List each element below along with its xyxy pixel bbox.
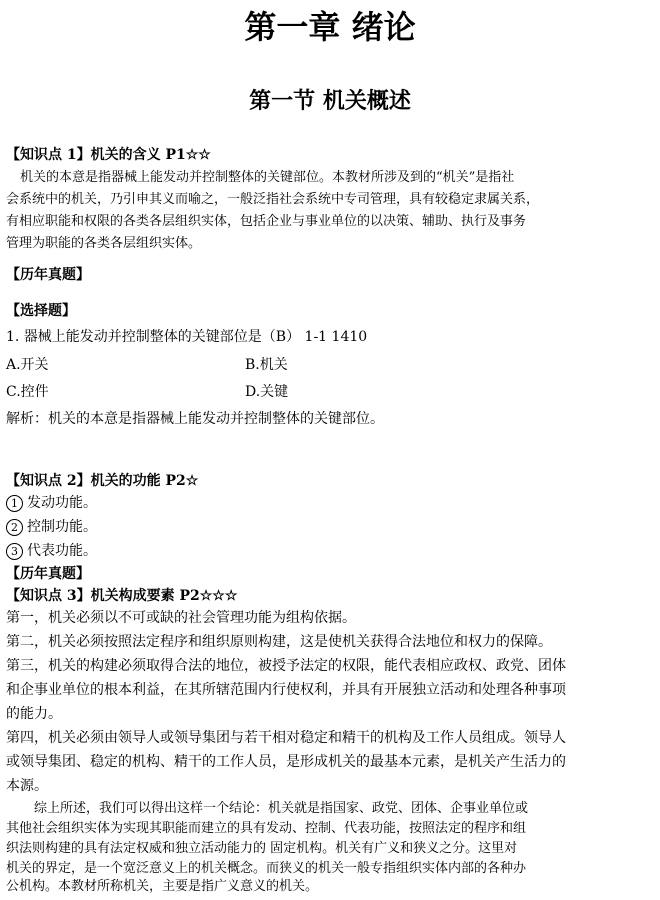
option-d: D.关键 bbox=[245, 384, 289, 400]
option-b: B.机关 bbox=[245, 357, 288, 373]
section-title: 第一节 机关概述 bbox=[249, 88, 411, 114]
kp2-item-text: 发动功能。 bbox=[27, 495, 97, 511]
kp1-line: 机关的本意是指器械上能发动并控制整体的关键部位。本教材所涉及到的“机关”是指社 bbox=[20, 170, 515, 185]
kp3-line: 第三，机关的构建必须取得合法的地位，被授予法定的权限，能代表相应政权、政党、团体 bbox=[6, 658, 566, 674]
kp2-item-text: 代表功能。 bbox=[27, 543, 97, 559]
kp3-line: 第四，机关必须由领导人或领导集团与若干相对稳定和精干的机构及工作人员组成。领导人 bbox=[6, 730, 566, 746]
circled-number: 2 bbox=[6, 519, 23, 536]
kp1-line: 会系统中的机关，乃引申其义而喻之，一般泛指社会系统中专司管理，具有较稳定隶属关系， bbox=[6, 192, 540, 207]
question-analysis: 解析：机关的本意是指器械上能发动并控制整体的关键部位。 bbox=[6, 411, 384, 427]
summary-line: 织法则构建的具有法定权威和独立活动能力的 固定机构。机关有广义和狭义之分。这里对 bbox=[6, 841, 518, 856]
kp2-item bbox=[6, 540, 97, 560]
kp3-line: 本源。 bbox=[6, 778, 48, 794]
past-exams-label: 【历年真题】 bbox=[6, 267, 90, 283]
knowledge-point-1-heading: 【知识点 1】机关的含义 P1☆☆ bbox=[6, 147, 211, 163]
chapter-title: 第一章 绪论 bbox=[244, 8, 416, 46]
kp2-item-text: 控制功能。 bbox=[27, 519, 97, 535]
summary-line: 公机构。本教材所称机关，主要是指广义意义的机关。 bbox=[6, 879, 319, 894]
kp3-line: 和企事业单位的根本利益，在其所辖范围内行使权利，并具有开展独立活动和处理各种事项 bbox=[6, 682, 566, 698]
kp2-item bbox=[6, 516, 97, 536]
question-stem: 1. 器械上能发动并控制整体的关键部位是（B） 1-1 1410 bbox=[6, 329, 368, 345]
circled-number: 1 bbox=[6, 495, 23, 512]
option-c: C.控件 bbox=[6, 384, 49, 400]
kp2-item bbox=[6, 492, 97, 512]
option-a: A.开关 bbox=[6, 357, 49, 373]
kp3-line: 第二，机关必须按照法定程序和组织原则构建，这是使机关获得合法地位和权力的保障。 bbox=[6, 634, 552, 650]
kp3-line: 的能力。 bbox=[6, 706, 62, 722]
summary-line: 其他社会组织实体为实现其职能而建立的具有发动、控制、代表功能，按照法定的程序和组 bbox=[6, 821, 527, 836]
kp3-line: 第一，机关必须以不可或缺的社会管理功能为组构依据。 bbox=[6, 610, 356, 626]
summary-line: 综上所述，我们可以得出这样一个结论：机关就是指国家、政党、团体、企事业单位或 bbox=[34, 801, 529, 816]
past-exams-label-2: 【历年真题】 bbox=[6, 566, 90, 582]
choice-question-label: 【选择题】 bbox=[6, 303, 76, 319]
knowledge-point-3-heading: 【知识点 3】机关构成要素 P2☆☆☆ bbox=[6, 588, 238, 604]
kp1-line: 管理为职能的各类各层组织实体。 bbox=[6, 236, 202, 251]
summary-line: 机关的界定，是一个宽泛意义上的机关概念。而狭义的机关一般专指组织实体内部的各种办 bbox=[6, 861, 527, 876]
kp1-line: 有相应职能和权限的各类各层组织实体，包括企业与事业单位的以决策、辅助、执行及事务 bbox=[6, 214, 527, 229]
knowledge-point-2-heading: 【知识点 2】机关的功能 P2☆ bbox=[6, 473, 199, 489]
circled-number: 3 bbox=[6, 543, 23, 560]
kp3-line: 或领导集团、稳定的机构、精干的工作人员，是形成机关的最基本元素，是机关产生活力的 bbox=[6, 754, 566, 770]
